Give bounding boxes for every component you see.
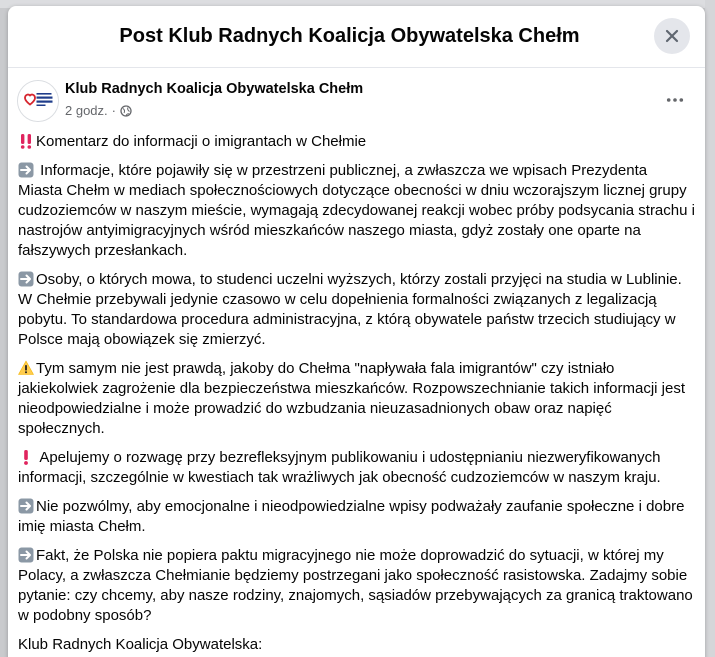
post-paragraph [18, 270, 695, 350]
close-button[interactable] [654, 18, 690, 54]
right-arrow-icon [18, 271, 34, 287]
post-modal [8, 6, 705, 657]
right-arrow-icon [18, 162, 34, 178]
post-header [8, 68, 705, 122]
post-time[interactable]: 2 godz. [65, 103, 108, 118]
paragraph-text: Tym samym nie jest prawdą, jakoby do Chełma "napływała fala imigrantów" czy istniało jakiekolwiek zagrożenie dla bezpieczeństwa mieszkańców. Rozpowszechnianie takich informacji jest nieodpowiedzialne i może prowadzić do wzbudzania nieuzasadnionych obaw oraz napięć społecznych. [18, 360, 685, 437]
exclamation-icon [18, 449, 34, 465]
modal-header [8, 6, 705, 68]
post-paragraph [18, 359, 695, 439]
paragraph-text: Informacje, które pojawiły się w przestrzeni publicznej, a zwłaszcza we wpisach Prezydenta Miasta Chełm w mediach społecznościowych dotyczące obecności w dniu wczorajszym licznej grupy cudzoziemców w naszym mieście, wymagają zdecydowanej reakcji wobec próby podsycania strachu i nastrojów antyimigracyjnych wśród mieszkańców naszego miasta, gdyż zostały one oparte na fałszywych przesłankach. [18, 162, 695, 259]
post-paragraph [18, 635, 695, 655]
paragraph-text: Fakt, że Polska nie popiera paktu migracyjnego nie może doprowadzić do sytuacji, w której my Polacy, a zwłaszcza Chełmianie będziemy postrzegani jako społeczność rasistowska. Zadajmy sobie pytanie: czy chcemy, aby nasze rodziny, znajomych, sąsiadów przebywających za granicą traktowano w podobny sposób? [18, 547, 693, 624]
paragraph-text: Komentarz do informacji o imigrantach w Chełmie [36, 133, 367, 150]
backdrop-right [705, 0, 715, 657]
post-paragraph [18, 132, 695, 152]
paragraph-text: Apelujemy o rozwagę przy bezrefleksyjnym publikowaniu i udostępnianiu niezweryfikowanych informacji, szczególnie w kwestiach tak wrażliwych jak obecność cudzoziemców w naszym kraju. [18, 449, 661, 486]
more-options-button[interactable] [663, 90, 687, 110]
post-paragraph [18, 546, 695, 626]
paragraph-text: Osoby, o których mowa, to studenci uczelni wyższych, którzy zostali przyjęci na studia w Lublinie. W Chełmie przebywali jedynie czasowo w celu dopełnienia formalności związanych z legalizacją pobytu. To standardowa procedura administracyjna, z którą obywatele państw trzecich studiujący w Polsce mają obowiązek się zmierzyć. [18, 271, 682, 348]
post-paragraph [18, 161, 695, 261]
modal-title: Post Klub Radnych Koalicja Obywatelska Chełm [119, 25, 580, 47]
warning-icon [18, 360, 34, 376]
post-author[interactable]: Klub Radnych Koalicja Obywatelska Chełm [65, 81, 364, 97]
post-paragraph [18, 448, 695, 488]
paragraph-text: Klub Radnych Koalicja Obywatelska: [18, 636, 263, 653]
paragraph-text: Nie pozwólmy, aby emocjonalne i nieodpowiedzialne wpisy podważały zaufanie społeczne i dobre imię miasta Chełm. [18, 498, 685, 535]
post-body [8, 122, 705, 655]
double-exclamation-icon [18, 133, 34, 149]
globe-icon [120, 105, 132, 117]
avatar[interactable] [17, 80, 59, 122]
more-icon [666, 97, 684, 103]
ko-logo-icon [18, 81, 58, 121]
post-paragraph [18, 497, 695, 537]
close-icon [664, 28, 680, 44]
right-arrow-icon [18, 498, 34, 514]
post-meta: 2 godz. · [65, 103, 132, 118]
right-arrow-icon [18, 547, 34, 563]
